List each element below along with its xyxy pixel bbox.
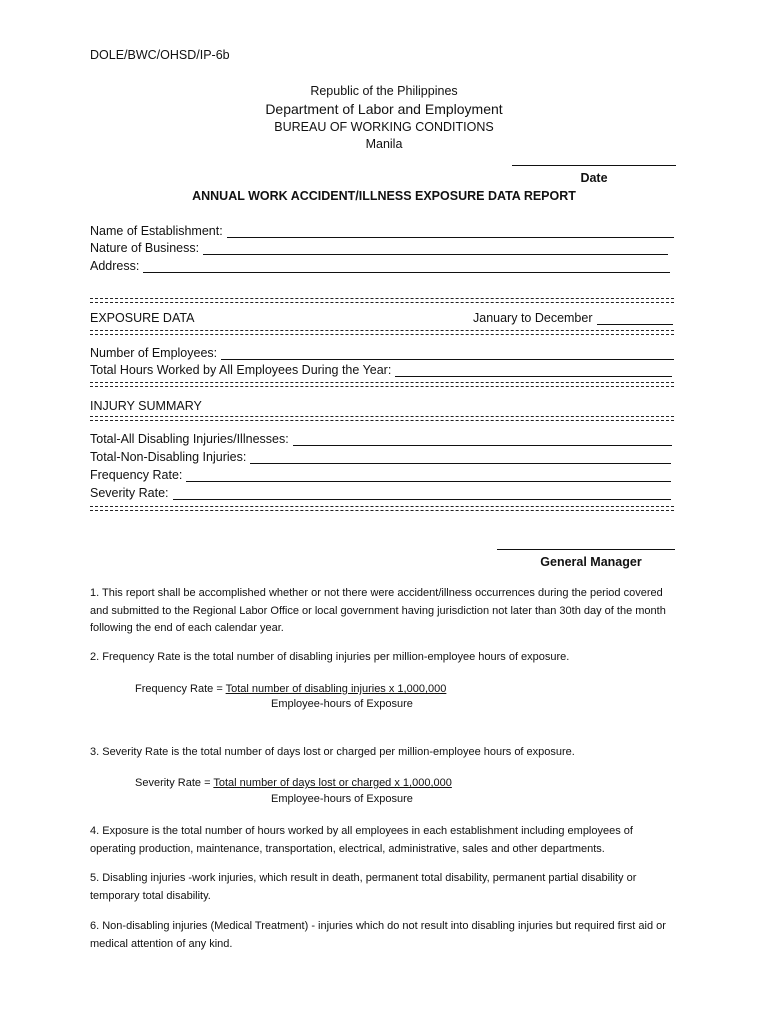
header-city: Manila xyxy=(365,137,403,151)
severity-line[interactable] xyxy=(173,488,671,500)
general-manager-label: General Manager xyxy=(540,555,642,569)
severity-label: Severity Rate: xyxy=(90,486,169,500)
frequency-formula xyxy=(135,683,446,695)
hours-field xyxy=(90,363,672,377)
exposure-data-heading: EXPOSURE DATA xyxy=(90,311,195,325)
address-field xyxy=(90,259,670,273)
note-6: 6. Non-disabling injuries (Medical Treatment) - injuries which do not result into disabling injuries but required first aid or medical attention of any kind. xyxy=(90,920,666,950)
date-label: Date xyxy=(580,171,608,185)
frequency-formula-numerator: Total number of disabling injuries x 1,000,000 xyxy=(225,683,447,695)
nature-of-business-label: Nature of Business: xyxy=(90,241,200,255)
non-disabling-line[interactable] xyxy=(250,452,671,464)
nature-of-business-line[interactable] xyxy=(203,243,668,255)
frequency-formula-denominator: Employee-hours of Exposure xyxy=(271,698,413,710)
disabling-line[interactable] xyxy=(293,434,672,446)
employees-field xyxy=(90,346,674,360)
header-republic: Republic of the Philippines xyxy=(310,84,458,98)
note-4: 4. Exposure is the total number of hours worked by all employees in each establishment including employees of operating production, maintenance, transportation, electrical, administrative, sales and other departments. xyxy=(90,825,633,855)
header-department: Department of Labor and Employment xyxy=(265,101,503,117)
establishment-name-field xyxy=(90,224,674,238)
non-disabling-label: Total-Non-Disabling Injuries: xyxy=(90,450,247,464)
note-1: 1. This report shall be accomplished whether or not there were accident/illness occurrences during the period covered and submitted to the Regional Labor Office or local government having jurisdiction not later than 30th day of the month following the end of each calendar year. xyxy=(90,587,666,634)
hours-line[interactable] xyxy=(395,365,672,377)
frequency-line[interactable] xyxy=(186,470,671,482)
hours-label: Total Hours Worked by All Employees During the Year: xyxy=(90,363,392,377)
severity-formula-numerator: Total number of days lost or charged x 1,000,000 xyxy=(213,777,452,789)
note-3: 3. Severity Rate is the total number of days lost or charged per million-employee hours of exposure. xyxy=(90,746,575,758)
separator xyxy=(90,416,674,421)
general-manager-signature-line[interactable] xyxy=(497,545,675,550)
severity-field xyxy=(90,486,671,500)
injury-summary-heading: INJURY SUMMARY xyxy=(90,399,202,413)
address-label: Address: xyxy=(90,259,140,273)
employees-line[interactable] xyxy=(221,348,674,360)
severity-formula-prefix: Severity Rate = xyxy=(135,777,214,789)
frequency-field xyxy=(90,468,671,482)
disabling-label: Total-All Disabling Injuries/Illnesses: xyxy=(90,432,289,446)
frequency-formula-prefix: Frequency Rate = xyxy=(135,683,226,695)
date-signature-line[interactable] xyxy=(512,159,676,166)
nature-of-business-field xyxy=(90,241,668,255)
note-5: 5. Disabling injuries -work injuries, which result in death, permanent total disability, permanent partial disability or temporary total disability. xyxy=(90,872,637,902)
separator xyxy=(90,330,674,335)
disabling-field xyxy=(90,432,672,446)
severity-formula xyxy=(135,777,452,789)
form-code: DOLE/BWC/OHSD/IP-6b xyxy=(90,48,230,62)
establishment-name-label: Name of Establishment: xyxy=(90,224,223,238)
separator xyxy=(90,506,674,511)
non-disabling-field xyxy=(90,450,671,464)
separator xyxy=(90,298,674,303)
note-2: 2. Frequency Rate is the total number of disabling injuries per million-employee hours of exposure. xyxy=(90,651,570,663)
severity-formula-denominator: Employee-hours of Exposure xyxy=(271,793,413,805)
frequency-label: Frequency Rate: xyxy=(90,468,183,482)
header-bureau: BUREAU OF WORKING CONDITIONS xyxy=(274,120,494,134)
report-title: ANNUAL WORK ACCIDENT/ILLNESS EXPOSURE DATA REPORT xyxy=(192,189,576,203)
establishment-name-line[interactable] xyxy=(227,226,674,238)
address-line[interactable] xyxy=(143,261,670,273)
separator xyxy=(90,382,674,387)
period-field xyxy=(473,311,673,325)
employees-label: Number of Employees: xyxy=(90,346,218,360)
period-year-line[interactable] xyxy=(597,313,673,325)
period-label: January to December xyxy=(473,311,593,325)
